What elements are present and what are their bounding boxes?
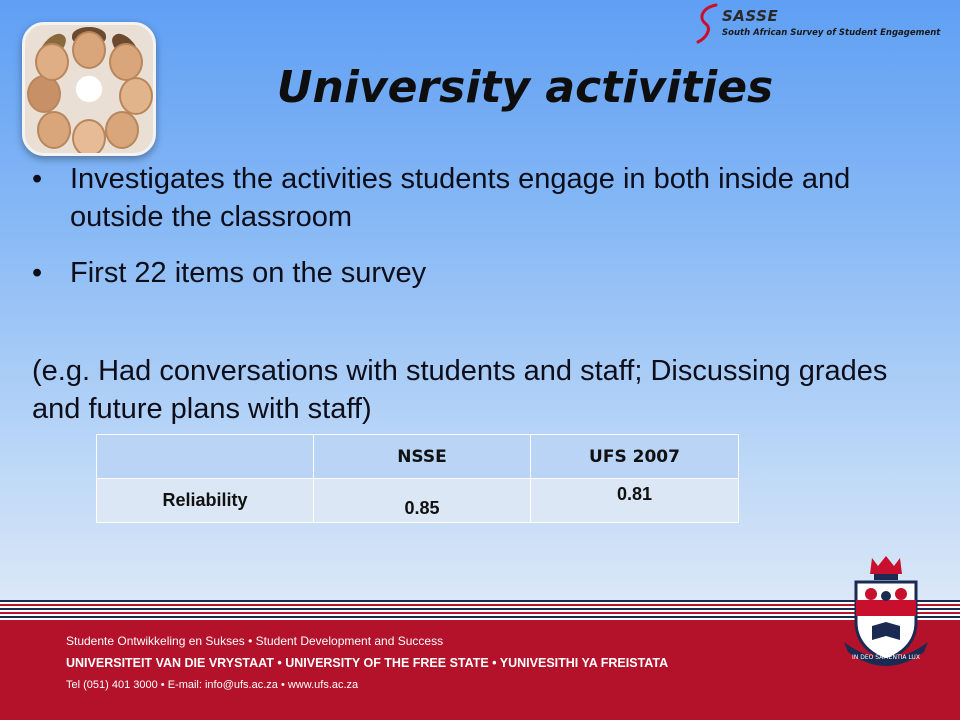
bullet-icon: • (32, 163, 43, 195)
ufs-cell (531, 479, 739, 523)
table-header-nsse: NSSE (314, 435, 531, 479)
bullet-text: Investigates the activities students engage in both inside and outside the classroom (70, 163, 851, 233)
university-crest-icon (836, 552, 936, 672)
bullet-list (32, 160, 912, 310)
nsse-cell (314, 479, 531, 523)
sasse-swirl-icon (694, 2, 724, 44)
footer-line-department: Studente Ontwikkeling en Sukses • Student Development and Success (66, 634, 444, 648)
bullet-text: First 22 items on the survey (70, 257, 427, 289)
sasse-name: SASSE (722, 7, 779, 25)
footer-line-university: UNIVERSITEIT VAN DIE VRYSTAAT • UNIVERSITY OF THE FREE STATE • YUNIVESITHI YA FREISTATA (66, 656, 669, 670)
reliability-label: Reliability (162, 490, 248, 510)
bullet-item (32, 254, 912, 292)
ufs-value: 0.81 (616, 484, 653, 504)
row-label (97, 479, 314, 523)
table-row (97, 479, 739, 523)
table-header-row (97, 435, 739, 479)
crest-motto: IN DEO SAPIENTIA LUX (852, 654, 920, 661)
table-header-ufs: UFS 2007 (531, 435, 739, 479)
footer-stripes (0, 600, 960, 624)
bullet-item (32, 160, 912, 236)
example-text: (e.g. Had conversations with students and staff; Discussing grades and future plans with staff) (32, 355, 888, 425)
footer-line-contact: Tel (051) 401 3000 • E-mail: info@ufs.ac.za • www.ufs.ac.za (66, 679, 359, 691)
bullet-icon: • (32, 257, 43, 289)
nsse-value: 0.85 (404, 498, 440, 518)
slide-title: University activities (276, 62, 774, 113)
reliability-table (96, 434, 739, 523)
table-header-empty (97, 435, 314, 479)
sasse-logo (694, 2, 958, 44)
sasse-tagline: South African Survey of Student Engagement (722, 28, 941, 38)
